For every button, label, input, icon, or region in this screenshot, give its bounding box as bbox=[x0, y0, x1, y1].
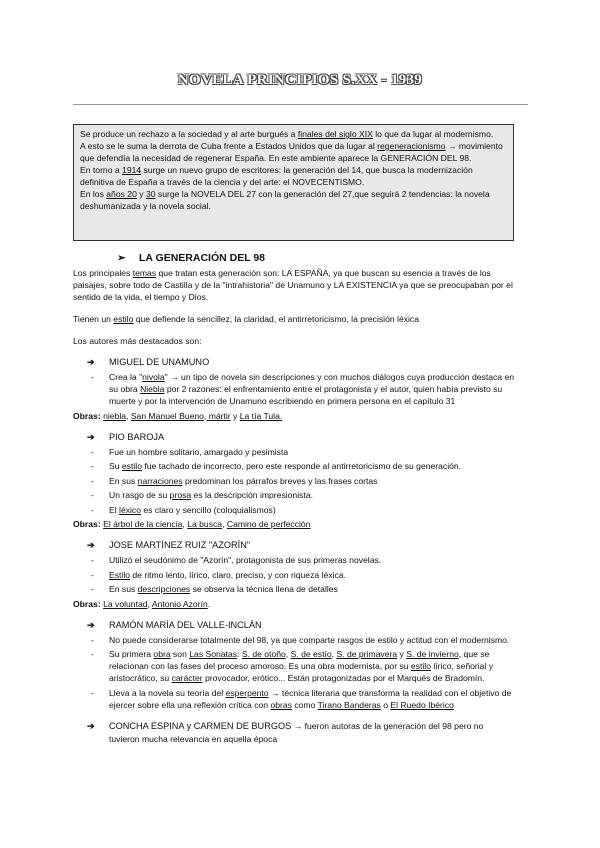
intro-paragraph: Se produce un rechazo a la sociedad y al arte burgués a finales del siglo XIX lo que da lugar al modernismo. bbox=[80, 129, 494, 139]
intro-box bbox=[73, 124, 514, 241]
intro-paragraph: En torno a 1914 surge un nuevo grupo de escritores: la generación del 14, que busca la modernización definitiva de España a través de la ciencia y del arte: el NOVECENTISMO. bbox=[80, 165, 473, 187]
espina-burgos-text: tuvieron mucha relevancia en aquella época bbox=[109, 733, 278, 744]
list-item: - En sus descripciones se observa la técnica llena de detalles bbox=[91, 584, 338, 594]
list-item: - Lleva a la novela su teoría del esperpento → técnica literaria que transforma la realidad con el objetivo de ejercer sobre ella una reflexión crítica con obras como Tirano Banderas o El Ruedo Ibérico bbox=[91, 687, 512, 710]
page-title: NOVELA PRINCIPIOS S.XX - 1939 bbox=[177, 72, 423, 88]
dash-icon: - bbox=[91, 584, 94, 594]
authors-intro: Los autores más destacados son: bbox=[73, 336, 202, 346]
dash-icon: - bbox=[91, 555, 94, 565]
bullet-list bbox=[73, 446, 523, 516]
main-content bbox=[73, 252, 523, 745]
list-item: - En sus narraciones predominan los párrafos breves y las frases cortas bbox=[91, 475, 378, 486]
dash-icon: - bbox=[91, 490, 94, 500]
author-heading-baroja: ➔ PIO BAROJA bbox=[87, 431, 165, 442]
list-item: - Su estilo fue tachado de incorrecto, pero este responde al antirretoricismo de su generación. bbox=[91, 461, 462, 471]
list-item: - No puede considerarse totalmente del 98, ya que comparte rasgos de estilo y actitud con el modernismo. bbox=[91, 634, 510, 645]
author-heading-espina-burgos: ➔ CONCHA ESPINA y CARMEN DE BURGOS → fueron autoras de la generación del 98 pero no bbox=[87, 720, 484, 731]
arrow-icon: ➔ bbox=[87, 619, 95, 630]
list-item: - Un rasgo de su prosa es la descripción impresionista. bbox=[91, 490, 313, 500]
arrow-icon: ➔ bbox=[87, 540, 95, 550]
bullet-list bbox=[73, 371, 523, 407]
list-item: - Fue un hombre solitario, amargado y pesimista bbox=[91, 446, 289, 457]
arrowhead-icon: ➢ bbox=[117, 252, 126, 264]
list-item: - Su primera obra son Las Sonatas: S. de otoño, S. de estío, S. de primavera y S. de invierno, que se relacionan con las fases del proceso amoroso. Es una obra modernista, por su estilo lírico, señorial y aristocrático, su carácter provocador, erótico... Están protagonizadas por el Marqués de Bradomín. bbox=[91, 649, 494, 683]
arrow-icon: ➔ bbox=[87, 720, 95, 731]
bullet-list bbox=[73, 554, 523, 595]
obras-line: Obras: El árbol de la ciencia, La busca, Camino de perfección bbox=[73, 519, 311, 529]
intro-paragraph: En los años 20 y 30 surge la NOVELA DEL 27 con la generación del 27,que seguirá 2 tendencias: la novela deshumanizada y la novela social. bbox=[80, 189, 490, 211]
author-heading-unamuno: ➔ MIGUEL DE UNAMUNO bbox=[87, 357, 210, 367]
dash-icon: - bbox=[91, 634, 94, 645]
style-paragraph: Tienen un estilo que defiende la sencillez, la claridad, el antirretoricismo, la precisión léxica bbox=[73, 314, 420, 324]
dash-icon: - bbox=[91, 372, 94, 382]
list-item: - Crea la "nivola" → un tipo de novela sin descripciones y con muchos diálogos cuya producción destaca en su obra Niebla por 2 razones: el enfrentamiento entre el protagonista y el autor, quien había previsto su muerte y por la intervención de Unamuno escribiendo en primera persona en el capítulo 31 bbox=[91, 372, 515, 406]
list-item: - Estilo de ritmo lento, lírico, claro, preciso, y con riqueza léxica. bbox=[91, 569, 346, 580]
title-divider bbox=[73, 104, 528, 105]
author-heading-valle-inclan: ➔ RAMÓN MARÍA DEL VALLE-INCLÁN bbox=[87, 619, 262, 630]
bullet-list bbox=[73, 634, 523, 711]
arrow-icon: ➔ bbox=[87, 431, 95, 442]
themes-paragraph: Los principales temas que tratan esta generación son: LA ESPAÑA, ya que buscan su esencia a través de los paisajes, sobre todo de Castilla y de la "intrahistoria" de Unamuno y LA EXISTENCIA ya que se preocupaban por el sentido de la vida, el tiempo y Dios. bbox=[73, 268, 513, 302]
dash-icon: - bbox=[91, 687, 94, 698]
dash-icon: - bbox=[91, 569, 94, 580]
dash-icon: - bbox=[91, 475, 94, 486]
dash-icon: - bbox=[91, 649, 94, 659]
section-heading: ➢ LA GENERACIÓN DEL 98 bbox=[117, 252, 266, 264]
list-item: - El léxico es claro y sencillo (coloquialismos) bbox=[91, 504, 276, 515]
author-heading-azorin: ➔ JOSE MARTÍNEZ RUIZ "AZORÍN" bbox=[87, 540, 251, 550]
intro-paragraph: A esto se le suma la derrota de Cuba frente a Estados Unidos que da lugar al regeneracionismo → movimiento que defendía la necesidad de regenerar España. En este ambiente aparece la GENERACIÓN DEL 98. bbox=[80, 141, 503, 163]
list-item: - Utilizó el seudónimo de "Azorín", protagonista de sus primeras novelas. bbox=[91, 555, 382, 565]
arrow-icon: ➔ bbox=[87, 357, 95, 367]
dash-icon: - bbox=[91, 504, 94, 515]
dash-icon: - bbox=[91, 461, 94, 471]
obras-line: Obras: La voluntad, Antonio Azorín. bbox=[73, 598, 211, 609]
obras-line: Obras: niebla, San Manuel Bueno, mártir y La tía Tula. bbox=[73, 410, 283, 421]
dash-icon: - bbox=[91, 446, 94, 457]
